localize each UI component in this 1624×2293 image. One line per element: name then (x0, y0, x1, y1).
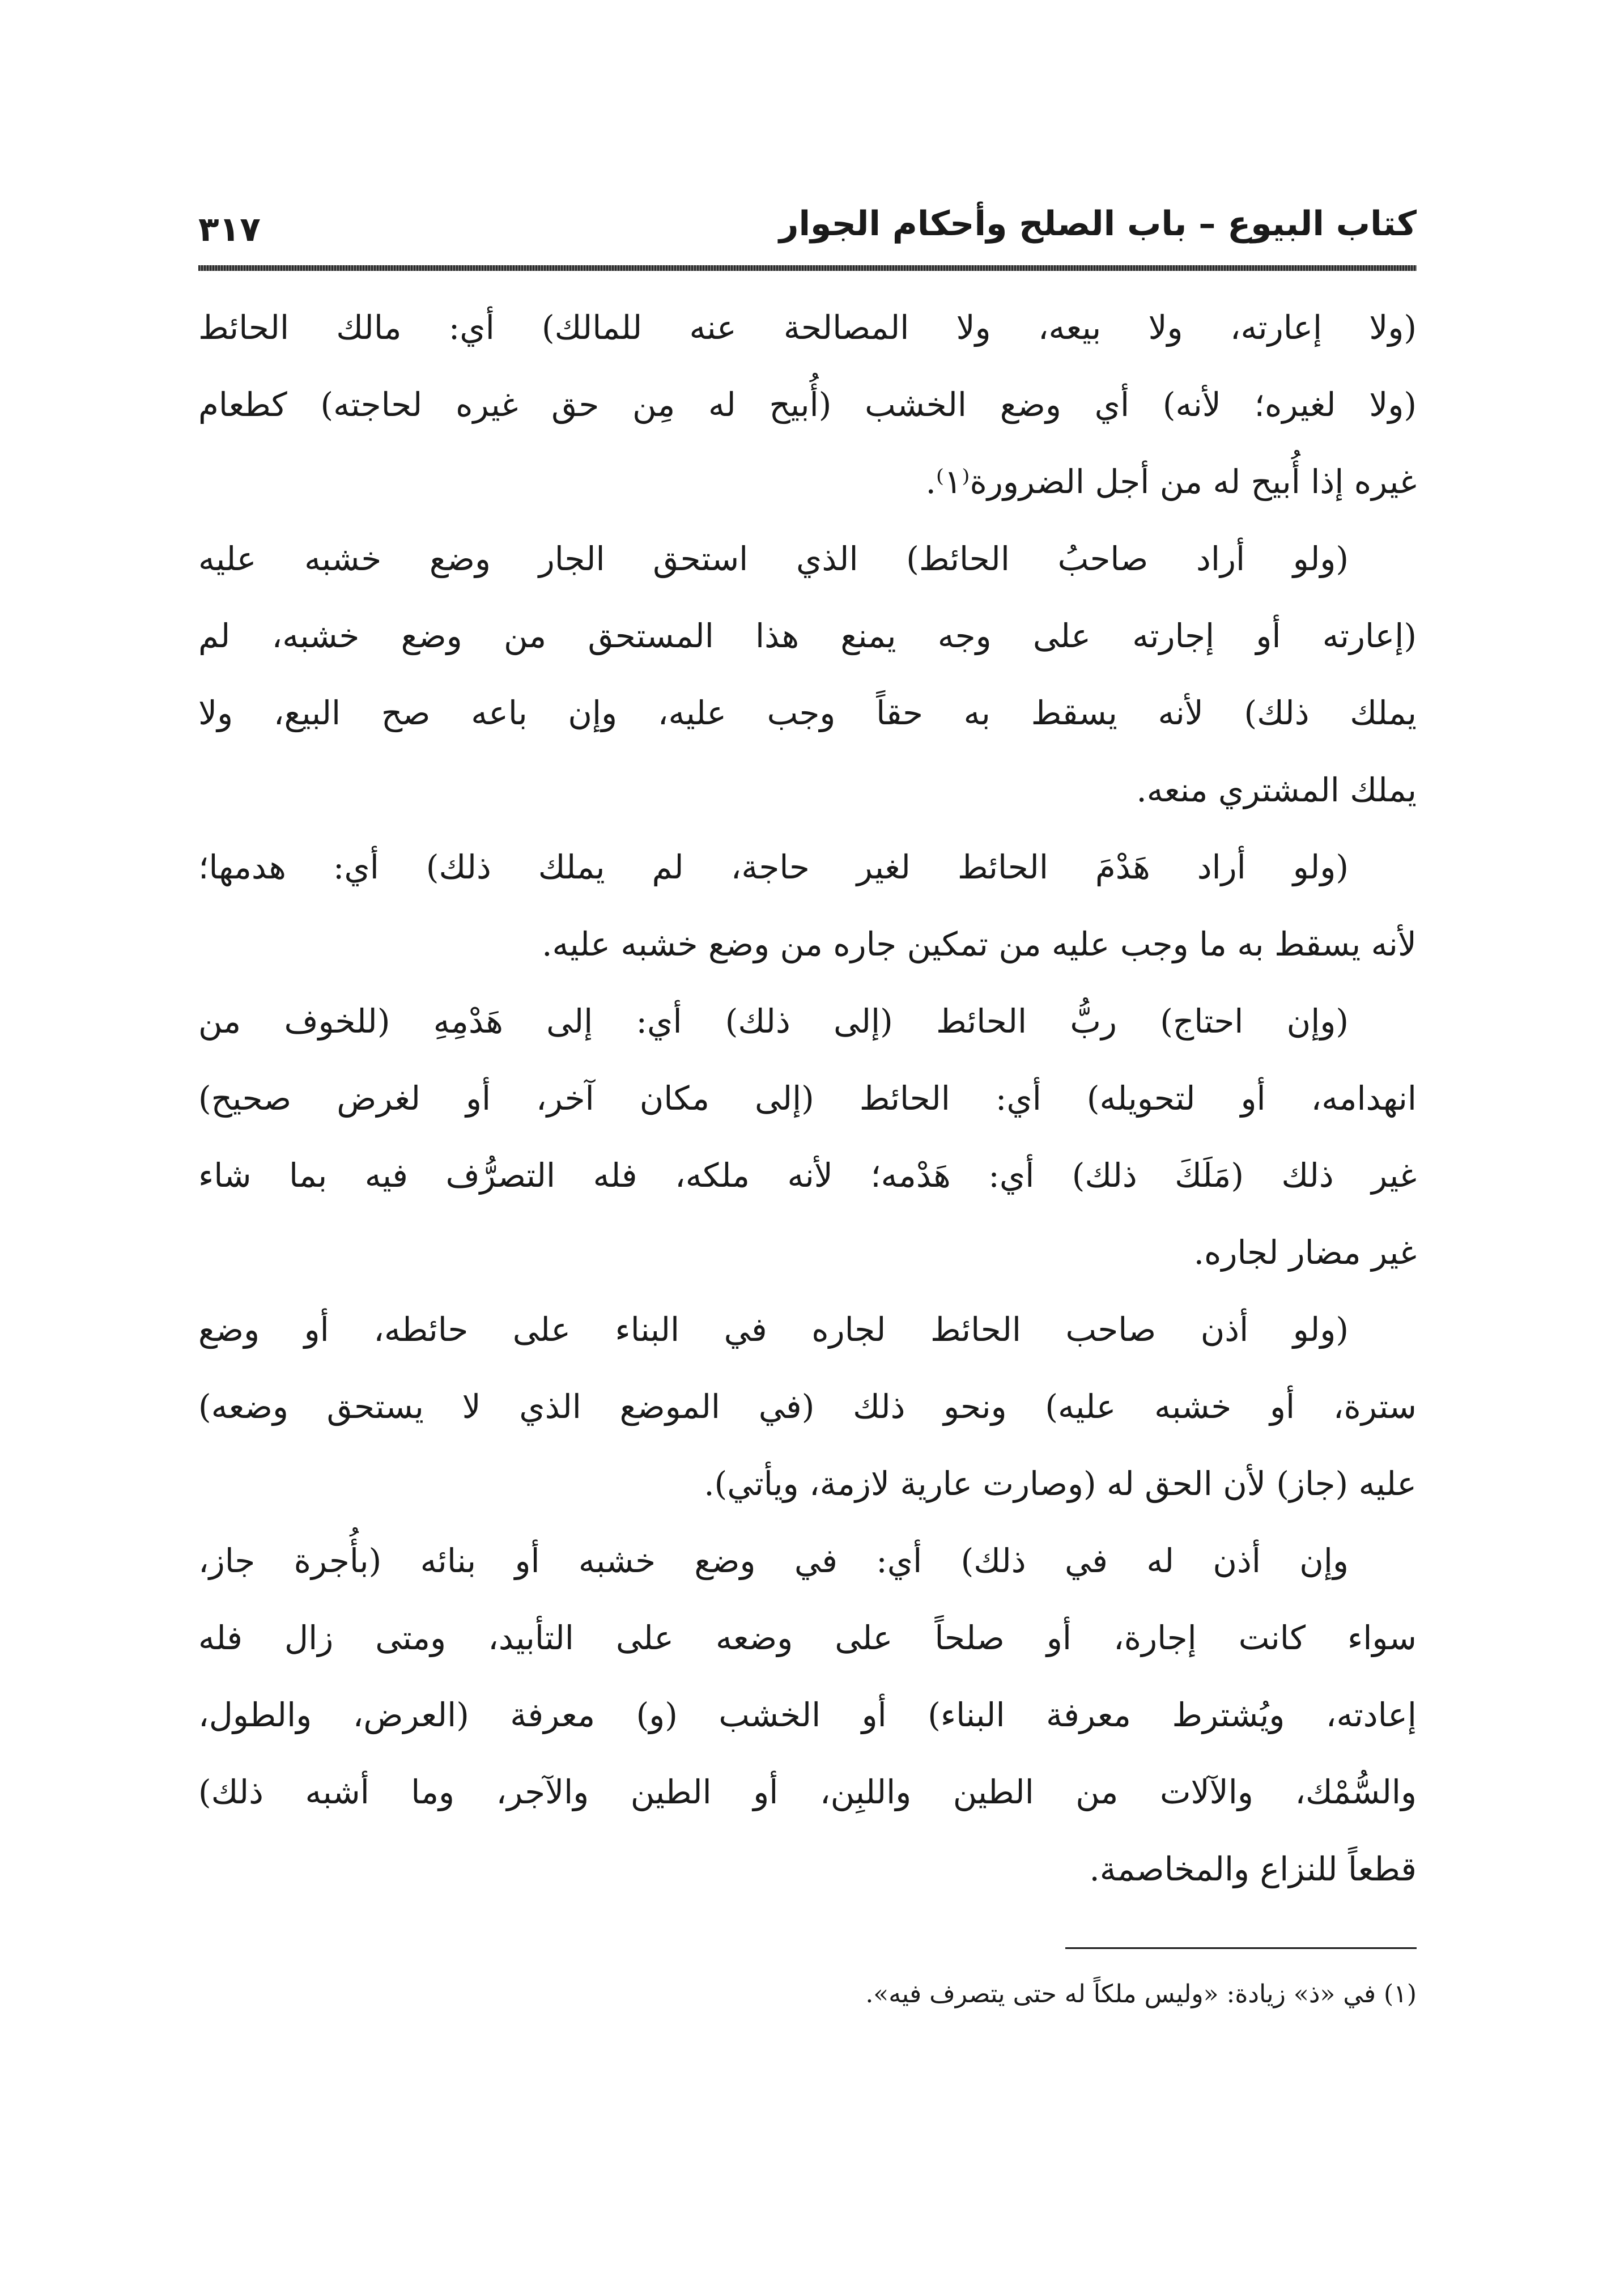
text-line: وإن أذن له في ذلك) أي: في وضع خشبه أو بنائه (بأُجرة جاز، (198, 1542, 1349, 1580)
text-line: (ولو أراد هَدْمَ الحائط لغير حاجة، لم يملك ذلك) أي: هدمها؛ (198, 848, 1349, 886)
text-line: غير ذلك (مَلَكَ ذلك) أي: هَدْمه؛ لأنه ملكه، فله التصرُّف فيه بما شاء (198, 1156, 1417, 1195)
text-line: لأنه يسقط به ما وجب عليه من تمكين جاره من وضع خشبه عليه. (542, 925, 1417, 963)
header-rule (198, 265, 1417, 271)
text-line: قطعاً للنزاع والمخاصمة. (1089, 1850, 1417, 1888)
text-line: (ولو أذن صاحب الحائط لجاره في البناء على حائطه، أو وضع (198, 1310, 1349, 1349)
text-line: غيره إذا أُبيح له من أجل الضرورة⁽١⁾. (925, 462, 1417, 501)
body-text (198, 289, 1417, 1908)
page-number: ٣١٧ (198, 210, 261, 249)
page-header (198, 204, 1417, 266)
text-line: (ولا إعارته، ولا بيعه، ولا المصالحة عنه للمالك) أي: مالك الحائط (198, 308, 1417, 347)
text-line: إعادته، ويُشترط معرفة البناء) أو الخشب (و) معرفة (العرض، والطول، (198, 1696, 1417, 1734)
text-line: يملك المشتري منعه. (1136, 771, 1417, 809)
book-page (198, 204, 1417, 2017)
text-line: (ولو أراد صاحبُ الحائط) الذي استحق الجار وضع خشبه عليه (198, 540, 1349, 578)
footnote-rule (1065, 1947, 1417, 1949)
text-line: (إعارته أو إجارته على وجه يمنع هذا المستحق من وضع خشبه، لم (198, 617, 1417, 655)
text-line: يملك ذلك) لأنه يسقط به حقاً وجب عليه، وإن باعه صح البيع، ولا (198, 694, 1417, 732)
text-line: سترة، أو خشبه عليه) ونحو ذلك (في الموضع الذي لا يستحق وضعه) (198, 1387, 1417, 1426)
text-line: غير مضار لجاره. (1193, 1233, 1417, 1272)
text-line: انهدامه، أو لتحويله) أي: الحائط (إلى مكان آخر، أو لغرض صحيح) (198, 1079, 1417, 1118)
text-line: والسُّمْك، والآلات من الطين واللبِن، أو الطين والآجر، وما أشبه ذلك) (198, 1773, 1417, 1811)
text-line: عليه (جاز) لأن الحق له (وصارت عارية لازمة، ويأتي). (704, 1464, 1417, 1503)
text-line: (ولا لغيره؛ لأنه) أي وضع الخشب (أُبيح له مِن حق غيره لحاجته) كطعام (198, 385, 1417, 424)
footnote: (١) في «ذ» زيادة: «وليس ملكاً له حتى يتصرف فيه». (865, 1980, 1417, 2009)
text-line: سواء كانت إجارة، أو صلحاً على وضعه على التأبيد، ومتى زال فله (198, 1619, 1417, 1657)
text-line: (وإن احتاج) ربُّ الحائط (إلى ذلك) أي: إلى هَدْمِهِ (للخوف من (198, 1002, 1349, 1041)
running-title: كتاب البيوع – باب الصلح وأحكام الجوار (779, 204, 1417, 244)
